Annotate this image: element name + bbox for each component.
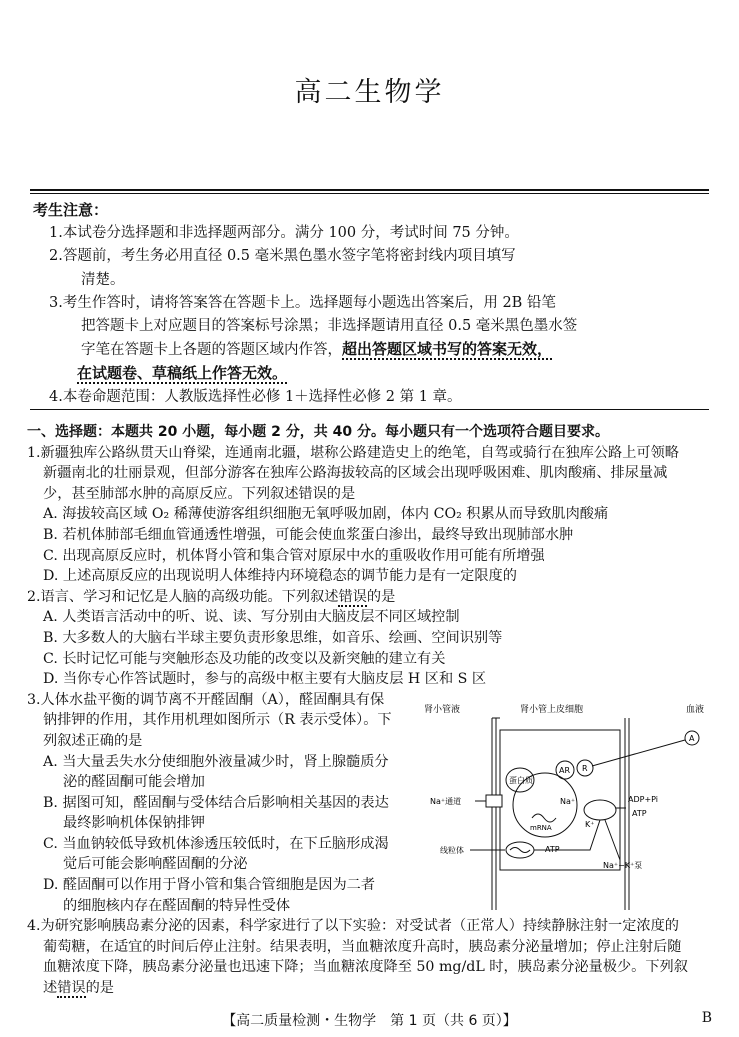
notice-item: 1.本试卷分选择题和非选择题两部分。满分 100 分，考试时间 75 分钟。 [49,225,519,242]
question-stem: 4.为研究影响胰岛素分泌的因素，科学家进行了以下实验：对受试者（正常人）持续静脉注射一定浓度的 [27,918,679,935]
option-a: A. 海拔较高区域 O₂ 稀薄使游客组织细胞无氧呼吸加剧，体内 CO₂ 积累从而导致肌肉酸痛 [43,506,609,523]
k-label: K⁺ [585,820,595,829]
stem-text: 的是 [366,588,396,605]
stem-text: 2.语言、学习和记忆是人脑的高级功能。下列叙述 [27,588,339,605]
question-stem: 钠排钾的作用，其作用机理如图所示（R 表示受体）。下 [43,712,392,729]
question-stem: 3.人体水盐平衡的调节离不开醛固酮（A），醛固酮具有保 [27,691,385,708]
option-a: A. 当大量丢失水分使细胞外液量减少时，肾上腺髓质分 [43,753,389,770]
question-stem: 血糖浓度下降，胰岛素分泌量也迅速下降；当血糖浓度降至 50 mg/dL 时，胰岛素分泌量极少。下列叙 [43,959,688,976]
mitochondrion-cristae [510,848,530,853]
question-stem: 1.新疆独库公路纵贯天山脊梁，连通南北疆，堪称公路建造史上的绝笔，自驾或骑行在独库公路上可领略 [27,444,679,461]
stem-text: 述 [43,980,58,997]
adp-label: ADP+Pi [628,795,659,804]
atp-label-1: ATP [632,809,647,818]
label-cell: 肾小管上皮细胞 [520,705,584,715]
stem-emphasis: 错误 [57,980,86,997]
question-2 [27,587,715,690]
notice-text: 字笔在答题卡上各题的答题区域内作答， [81,342,342,359]
aldosterone-label: A [689,734,695,743]
question-4 [27,916,715,998]
question-stem [27,978,715,999]
option-b: B. 大多数人的大脑右半球主要负责形象思维，如音乐、绘画、空间识别等 [43,629,503,646]
question-stem [27,587,715,608]
na-k-pump [584,800,616,820]
section-heading: 一、选择题：本题共 20 小题，每小题 2 分，共 40 分。每小题只有一个选项符合题目要求。 [27,424,609,440]
paper-version: B [701,1010,712,1026]
question-stem: 新疆南北的壮丽景观，但部分游客在独库公路海拔较高的区域会出现呼吸困难、肌肉酸痛、排尿量减 [43,465,668,482]
na-channel-label: Na⁺通道 [430,797,462,806]
option-c-cont: 觉后可能会影响醛固酮的分泌 [63,856,248,873]
notice-emphasis-line [33,362,593,385]
option-a: A. 人类语言活动中的听、说、读、写分别由大脑皮层不同区域控制 [43,609,460,626]
question-stem: 列叙述正确的是 [43,732,143,749]
option-b: B. 若机体肺部毛细血管通透性增强，可能会使血浆蛋白渗出，最终导致出现肺部水肿 [43,526,574,543]
atp-label-2: ATP [545,845,560,854]
option-d-cont: 的细胞核内存在醛固酮的特异性受体 [63,897,291,914]
question-stem: 葡萄糖，在适宜的时间后停止注射。结果表明，当血糖浓度升高时，胰岛素分泌量增加；停止注射后随 [43,938,682,955]
stem-emphasis: 错误 [338,588,367,605]
divider-top [30,189,709,191]
option-c: C. 长时记忆可能与突触形态及功能的改变以及新突触的建立有关 [43,650,446,667]
footer-text: 【高二质量检测・生物学 第 1 页（共 6 页）】 [222,1013,517,1029]
notice-emphasis: 超出答题区域书写的答案无效， [342,340,553,359]
option-b-cont: 最终影响机体保钠排钾 [63,815,205,832]
question-1 [27,443,715,587]
option-c: C. 出现高原反应时，机体肾小管和集合管对原尿中水的重吸收作用可能有所增强 [43,547,545,564]
protein-label: 蛋白质 [509,776,533,785]
label-lumen: 肾小管液 [424,705,461,715]
page-title: 高二生物学 [294,77,445,108]
notice-emphasis: 在试题卷、草稿纸上作答无效。 [77,364,288,383]
notice-item-cont: 清楚。 [81,271,125,288]
option-c: C. 当血钠较低导致机体渗透压较低时，在下丘脑形成渴 [43,835,389,852]
notice-box [33,199,593,409]
notice-item: 4.本卷命题范围：人教版选择性必修 1＋选择性必修 2 第 1 章。 [49,388,462,405]
option-d: D. 当你专心作答试题时，参与的高级中枢主要有大脑皮层 H 区和 S 区 [43,671,487,688]
divider-section [30,409,709,410]
label-blood: 血液 [686,705,705,715]
na-channel [486,795,502,807]
mrna-strand [532,814,556,822]
divider-top-thin [30,193,709,194]
question-stem: 少，甚至肺部水肿的高原反应。下列叙述错误的是 [43,485,356,502]
notice-item: 2.答题前，考生务必用直径 0.5 毫米黑色墨水签字笔将密封线内项目填写 [49,248,516,265]
mito-label: 线粒体 [440,846,464,855]
aldosterone-mechanism-figure [420,700,716,912]
question-3 [27,690,413,917]
option-b: B. 据图可知，醛固酮与受体结合后影响相关基因的表达 [43,794,389,811]
pump-label: Na⁺−K⁺泵 [603,861,643,870]
stem-text: 的是 [85,980,114,997]
notice-item: 3.考生作答时，请将答案答在答题卡上。选择题每小题选出答案后，用 2B 铅笔 [49,294,556,311]
aldosterone-arrow [592,740,685,766]
notice-item-cont: 把答题卡上对应题目的答案标号涂黑；非选择题请用直径 0.5 毫米黑色墨水签 [81,318,578,335]
receptor-label: R [582,764,588,773]
na-label: Na⁺ [560,797,576,806]
notice-item-cont [33,338,593,362]
mrna-label: mRNA [530,824,552,832]
ar-label: AR [559,766,571,775]
option-d: D. 醛固酮可以作用于肾小管和集合管细胞是因为二者 [43,877,376,894]
pump-pointer [605,820,620,860]
option-a-cont: 泌的醛固酮可能会增加 [63,774,205,791]
option-d: D. 上述高原反应的出现说明人体维持内环境稳态的调节能力是有一定限度的 [43,568,517,585]
page-footer [0,1010,739,1030]
notice-heading: 考生注意： [33,201,109,219]
